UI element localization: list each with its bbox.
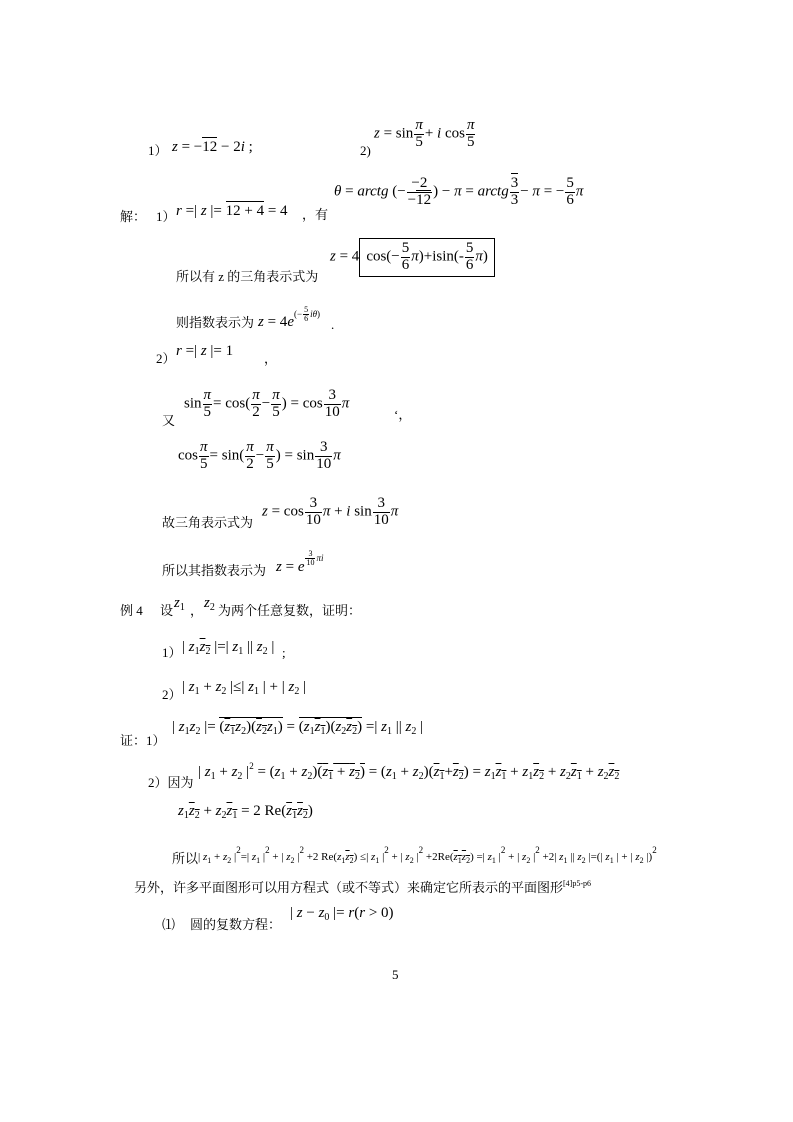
trig-form-text: 所以有 z 的三角表示式为 xyxy=(176,269,319,284)
shapes-paragraph xyxy=(134,880,591,894)
solution-2-label: 2） xyxy=(156,351,176,366)
citation-ref: [4]p5-p6 xyxy=(563,879,592,888)
page-number: 5 xyxy=(392,967,399,982)
re-identity-formula: $z_1z_2 + z_2z_1 = 2$ $Re(z_1z_2)$ xyxy=(178,803,313,821)
argument-formula: θ = arctg (− $\frac{-2}{-12}$ ) − π = arctg $\frac{3}{3}$ − π = − $\frac{5}{6}$ π xyxy=(334,175,584,208)
claim-1-formula: | $z_1z_2$ |=| $z_1$ || $z_2$ | xyxy=(182,639,275,657)
circle-equation-text: 圆的复数方程： xyxy=(190,917,282,932)
circle-equation-formula: | $z - z_0$ |= r(r > 0) xyxy=(290,905,394,923)
trig-form-formula: z = 4 cos(− $\frac{5}{6}$ π)+isin(- $\frac{5}{6}$ π) xyxy=(330,238,495,277)
claim-1-end: ; xyxy=(282,645,286,660)
have-text: ，有 xyxy=(302,207,329,222)
example-4-set: 设 xyxy=(160,603,174,618)
modulus-2-formula: r =| z |= 1 xyxy=(176,343,234,359)
period: . xyxy=(331,317,335,332)
solution-1-label: 1） xyxy=(156,209,176,224)
claim-2-formula: | $z_1 + z_2$ |≤| $z_1$ | + | $z_2$ | xyxy=(182,679,307,697)
problem-1-formula: z = −12 − 2i ; xyxy=(172,139,253,155)
proof-1-formula: | $z_1z_2$ |= $(z_1z_2)(z_2z_1) = (z_1z_1)(z_2z_2)$ =| $z_1$ || $z_2$ | xyxy=(172,719,424,737)
example-4-statement: 为两个任意复数，证明： xyxy=(218,603,362,618)
exp-form-2-text: 所以其指数表示为 xyxy=(162,563,267,578)
problem-item-2-label: 2) xyxy=(360,143,371,158)
proof-2-expansion: | $z_1 + z_2$ $|^2 = (z_1 + z_2)(z_1 + z_2) = (z_1 + z_2)(z_1+z_2) = z_1z_1 + z_1z_2 + z_2z_1 + z_2z_2$ xyxy=(198,761,620,782)
proof-2-label: 2）因为 xyxy=(148,775,194,790)
proof-label: 证：1） xyxy=(120,733,166,748)
problem-2-formula: z = sin $\frac{\pi}{5}$ + i cos $\frac{\pi}{5}$ xyxy=(374,117,475,150)
exp-form-formula: $z = 4e^{(- \frac{5}{6} i\theta)}$ xyxy=(258,305,320,330)
stray-mark: ‘， xyxy=(394,407,412,422)
exp-form-2-formula: z = e $^{\frac{3}{10} \pi i}$ xyxy=(276,549,324,575)
example-4-label: 例 4 xyxy=(120,603,143,618)
problem-item-1-label: 1） xyxy=(148,143,168,158)
also-text: 又 xyxy=(162,413,176,428)
cos-identity-formula: cos $\frac{\pi}{5}$ = sin( $\frac{\pi}{2}$ − $\frac{\pi}{5}$ ) = sin $\frac{3}{10}$ π xyxy=(178,439,341,472)
therefore-text: 所以 xyxy=(172,851,199,866)
circle-item-number: ⑴ xyxy=(162,917,176,932)
inequality-chain-formula: | $z_1 + z_2$ $|^2=|$ $z_1$ $|^2$ + | $z_2$ $|^2 +2$ $Re(z_1z_2)$ ≤| $z_1$ $|^2$ + | $z_2$ $|^2 +2Re(z_1z_2)$ =| $z_1$ $|^2$ + | $z_2$ $|^2 +2|$ $z_1$ || $z_2$ |=(| $z_1$ | + | $z_2$ |)$^2$ xyxy=(198,845,657,865)
z2-symbol: $z_2$ xyxy=(204,595,215,613)
comma: ， xyxy=(264,351,278,366)
exp-form-text: 则指数表示为 xyxy=(176,315,255,330)
sin-identity-formula: sin $\frac{\pi}{5}$ = cos( $\frac{\pi}{2}$ − $\frac{\pi}{5}$ ) = cos $\frac{3}{10}$ π xyxy=(184,387,350,420)
solution-label: 解： xyxy=(120,209,147,224)
z1-symbol: $z_1$ xyxy=(174,595,185,613)
claim-1-label: 1） xyxy=(162,645,182,660)
shapes-paragraph-text: 另外，许多平面图形可以用方程式（或不等式）来确定它所表示的平面图形 xyxy=(134,880,564,895)
trig-form-2-text: 故三角表示式为 xyxy=(162,515,254,530)
example-4-sep: ， xyxy=(190,603,204,618)
modulus-formula: r =| z |= 12 + 4 = 4 xyxy=(176,203,288,219)
claim-2-label: 2） xyxy=(162,687,182,702)
trig-form-2-formula: z = cos $\frac{3}{10}$ π + i sin $\frac{3}{10}$ π xyxy=(262,495,399,528)
